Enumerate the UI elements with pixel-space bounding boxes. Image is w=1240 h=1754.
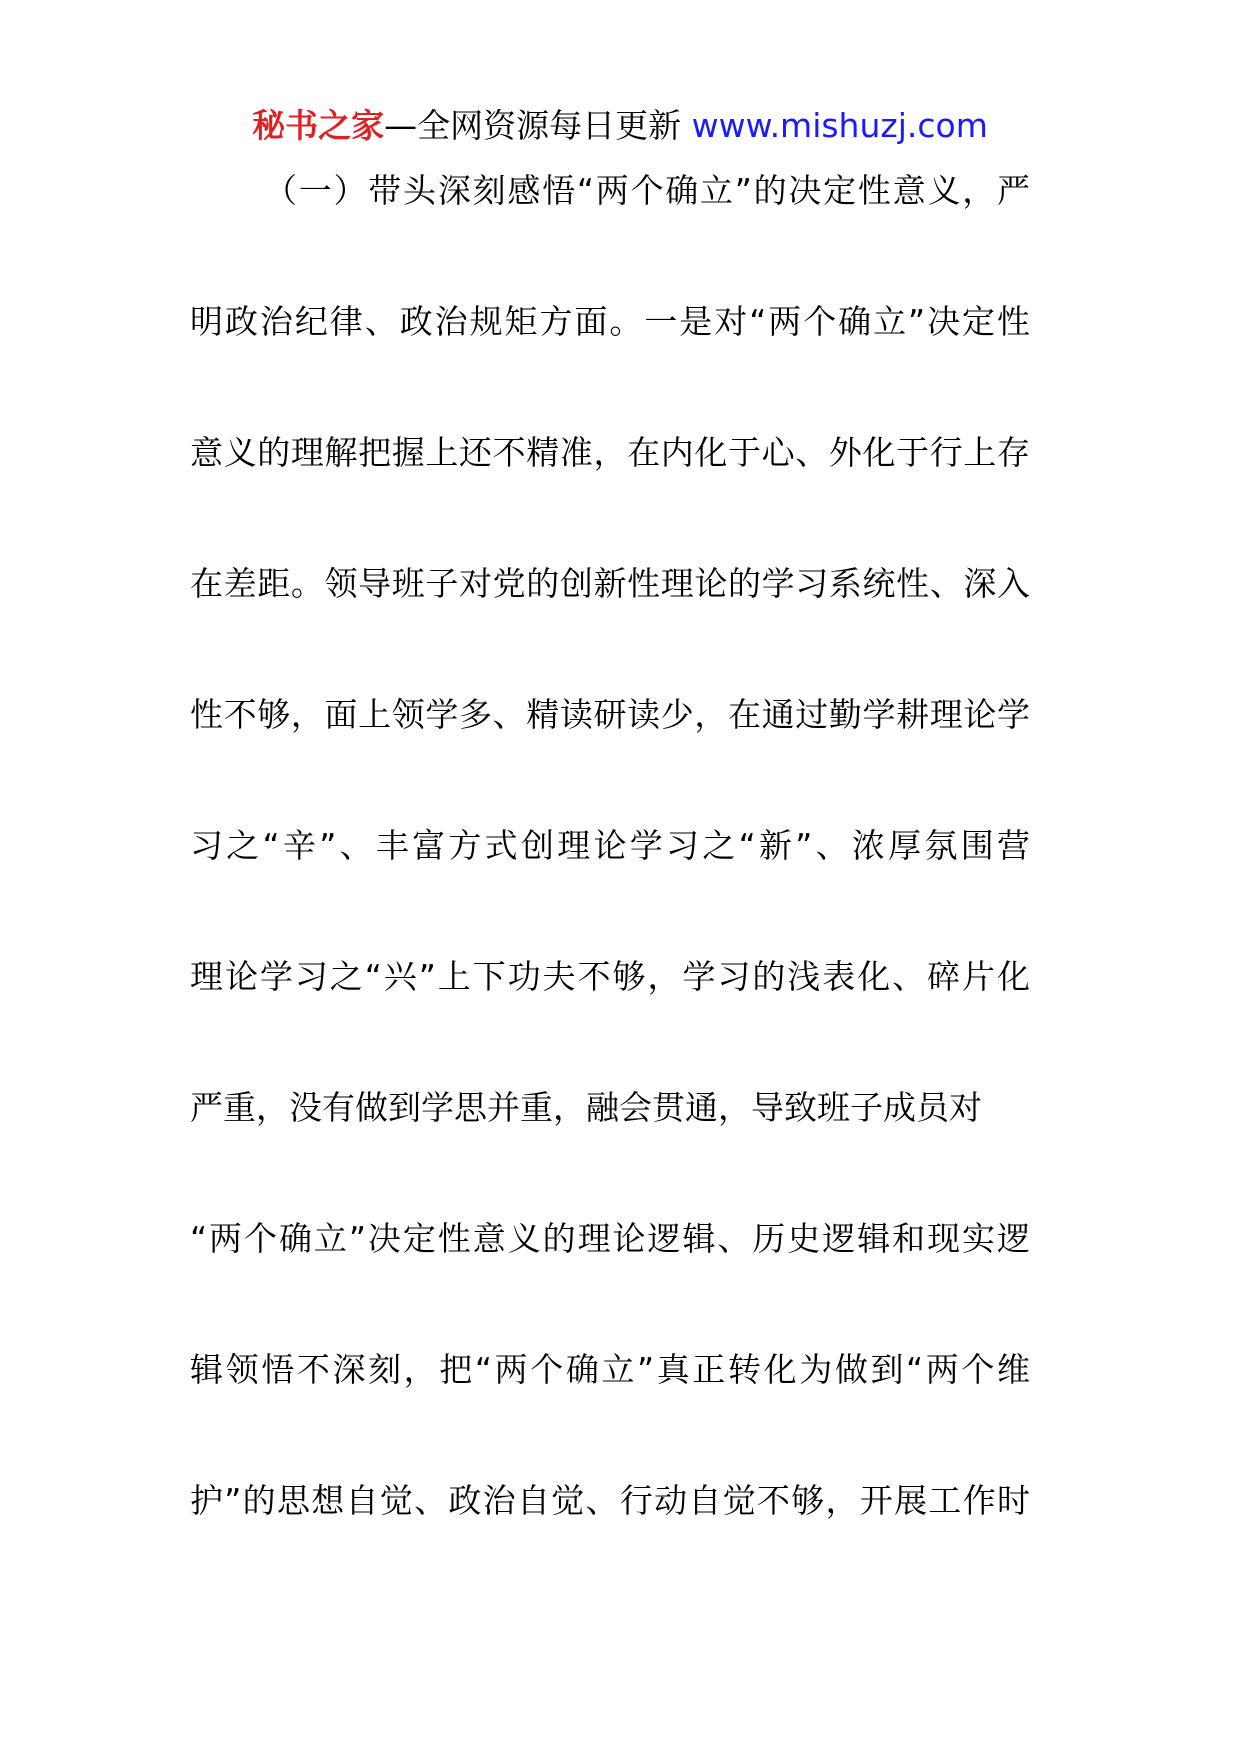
paragraph-line: 意义的理解把握上还不精准，在内化于心、外化于行上存 xyxy=(190,433,1030,472)
paragraph-line: 辑领悟不深刻，把“两个确立”真正转化为做到“两个维 xyxy=(190,1350,1030,1389)
paragraph-line: 习之“辛”、丰富方式创理论学习之“新”、浓厚氛围营 xyxy=(190,826,1030,865)
paragraph-line: 理论学习之“兴”上下功夫不够，学习的浅表化、碎片化 xyxy=(190,957,1030,996)
paragraph-line: 性不够，面上领学多、精读研读少，在通过勤学耕理论学 xyxy=(190,695,1030,734)
paragraph-line: （一）带头深刻感悟“两个确立”的决定性意义，严 xyxy=(264,171,1030,210)
brand-name: 秘书之家 xyxy=(252,106,385,145)
paragraph-line: 明政治纪律、政治规矩方面。一是对“两个确立”决定性 xyxy=(190,302,1030,341)
paragraph-line: “两个确立”决定性意义的理论逻辑、历史逻辑和现实逻 xyxy=(190,1219,1030,1258)
paragraph-line: 严重，没有做到学思并重，融会贯通，导致班子成员对 xyxy=(190,1088,982,1127)
header-tagline: —全网资源每日更新 xyxy=(384,106,692,145)
site-url-link[interactable]: www.mishuzj.com xyxy=(691,106,988,145)
paragraph-line: 护”的思想自觉、政治自觉、行动自觉不够，开展工作时 xyxy=(190,1481,1030,1520)
document-body xyxy=(190,163,1030,1604)
paragraph-line: 在差距。领导班子对党的创新性理论的学习系统性、深入 xyxy=(190,564,1030,603)
page-header xyxy=(0,100,1240,152)
